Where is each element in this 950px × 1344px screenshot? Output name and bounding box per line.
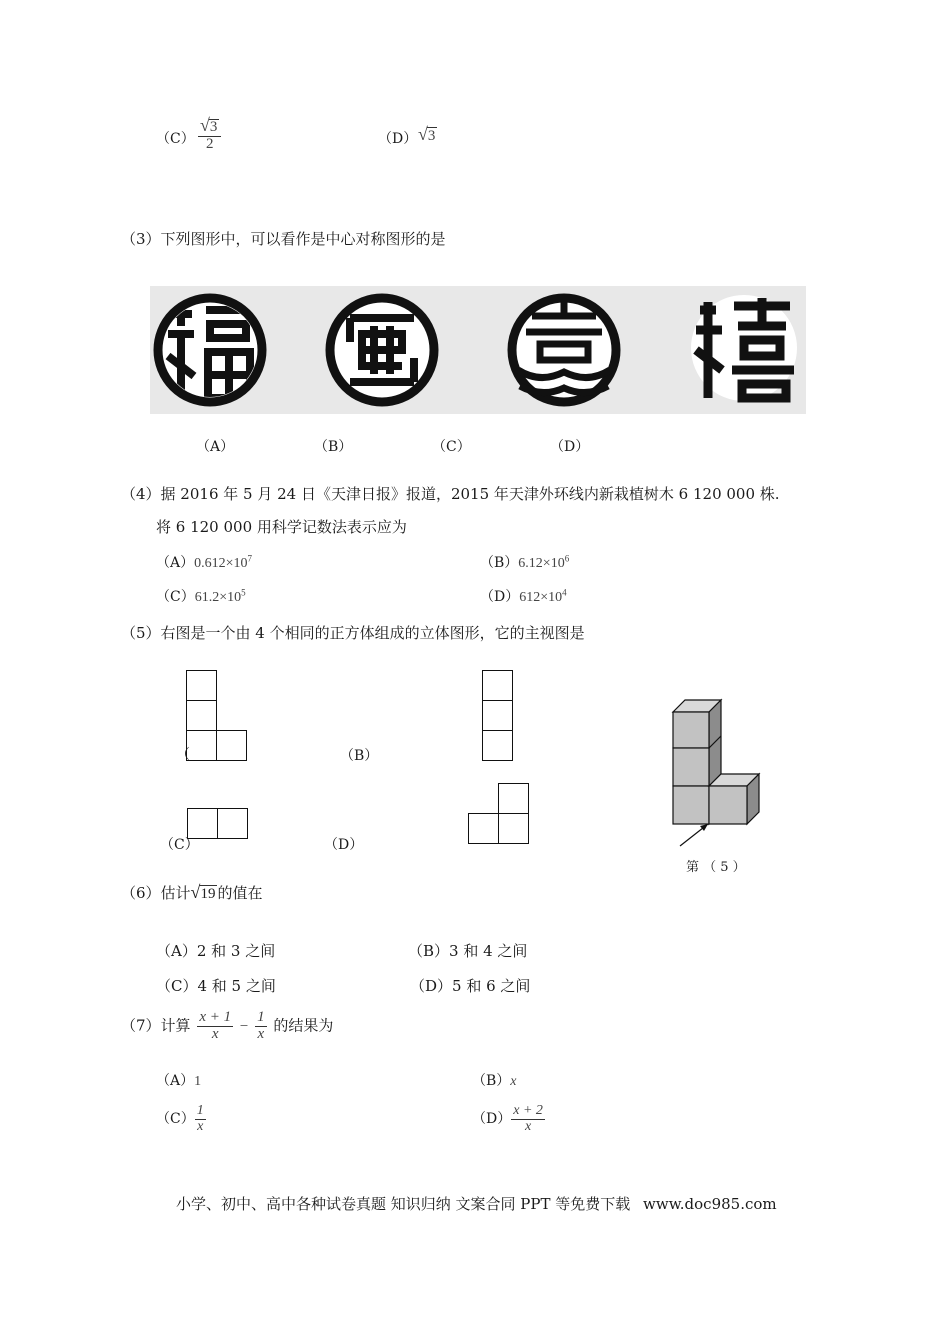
q7-c-denominator: x	[197, 1118, 204, 1134]
q5-figure-caption: 第 （ 5 ）	[686, 860, 746, 875]
q4-a-times: ×10	[225, 556, 248, 571]
q3-label-a: （A）	[196, 439, 235, 455]
q4-a-label: （A）	[156, 555, 195, 571]
q2-d-radicand: 3	[427, 128, 436, 144]
q7-option-a	[156, 1070, 201, 1090]
q4-d-label: （D）	[480, 589, 520, 605]
q5-a-square	[186, 730, 217, 761]
q4-d-times: ×10	[540, 590, 563, 605]
q4-stem-line2: 将 6 120 000 用科学记数法表示应为	[156, 518, 407, 536]
q7-option-c	[156, 1104, 206, 1134]
q4-c-mantissa: 61.2	[194, 590, 220, 605]
q2-option-c-fraction: $\frac{√3}{2}$	[198, 116, 221, 153]
q5-d-square	[498, 783, 529, 814]
seal-xi-icon	[691, 295, 797, 401]
seal-shou-icon	[512, 298, 616, 402]
q5-b-square	[482, 730, 513, 761]
q4-c-times: ×10	[219, 590, 242, 605]
q4-d-mantissa: 612	[519, 590, 541, 605]
seal-lu-icon	[330, 298, 434, 402]
q4-b-times: ×10	[542, 556, 565, 571]
q5-d-square	[498, 813, 529, 844]
q7-minus: −	[239, 1018, 249, 1035]
q7-option-b	[472, 1070, 517, 1090]
q4-c-exponent: 5	[241, 587, 246, 598]
q5-b-square	[482, 670, 513, 701]
q4-stem-line1: （4）据 2016 年 5 月 24 日《天津日报》报道，2015 年天津外环线内新栽植树木 6 120 000 株.	[121, 485, 780, 503]
q4-b-exponent: 6	[564, 553, 570, 564]
q5-a-square	[186, 700, 217, 731]
q7-a-value: 1	[194, 1074, 202, 1089]
q7-f2-numerator: 1	[257, 1009, 265, 1025]
seal-fu-icon	[158, 298, 262, 406]
q6-option-d: （D）5 和 6 之间	[410, 977, 531, 995]
q4-b-mantissa: 6.12	[518, 556, 543, 571]
q7-suffix: 的结果为	[273, 1016, 334, 1035]
q4-c-label: （C）	[156, 589, 195, 605]
q5-b-label: （B）	[340, 748, 379, 764]
q5-b-square	[482, 700, 513, 731]
q3-stem: （3）下列图形中，可以看作是中心对称图形的是	[121, 230, 446, 248]
q7-f2-denominator: x	[257, 1025, 265, 1042]
q5-a-square	[186, 670, 217, 701]
q5-stem: （5）右图是一个由 4 个相同的正方体组成的立体图形，它的主视图是	[121, 624, 585, 642]
q5-solid-figure	[660, 696, 770, 856]
q7-f1-denominator: x	[211, 1025, 219, 1042]
q4-option-a	[156, 552, 252, 572]
q6-suffix: 的值在	[217, 884, 263, 902]
q6-prefix: （6）估计	[121, 884, 191, 902]
q7-b-label: （B）	[472, 1073, 511, 1089]
q2-c-denominator: 2	[205, 135, 214, 152]
q6-option-b: （B）3 和 4 之间	[408, 942, 528, 960]
q5-c-label: （C）	[160, 837, 199, 853]
q5-a-label: （	[176, 747, 190, 763]
q5-c-square	[217, 808, 248, 839]
q4-option-c	[156, 586, 246, 606]
q2-option-c-label: （C）	[156, 131, 195, 147]
q7-stem	[121, 1010, 333, 1043]
q5-d-label: （D）	[324, 837, 364, 853]
q5-a-square	[216, 730, 247, 761]
q6-radicand: 19	[200, 886, 216, 902]
footer-url[interactable]: www.doc985.com	[643, 1195, 777, 1213]
q4-option-b	[480, 552, 569, 572]
q7-d-denominator: x	[524, 1118, 532, 1134]
q5-d-square	[468, 813, 499, 844]
q7-f1-numerator: x + 1	[199, 1009, 232, 1025]
q7-b-value: x	[510, 1074, 517, 1089]
q3-label-d: （D）	[550, 439, 590, 455]
q6-option-c: （C）4 和 5 之间	[156, 977, 276, 995]
q7-option-d	[472, 1104, 545, 1134]
q7-a-label: （A）	[156, 1073, 195, 1089]
q3-seal-image-strip	[150, 286, 806, 414]
q4-d-exponent: 4	[562, 587, 567, 598]
q7-c-label: （C）	[156, 1111, 195, 1128]
q3-label-b: （B）	[314, 439, 353, 455]
q7-d-label: （D）	[472, 1111, 512, 1128]
q2-option-d-value: √3	[418, 124, 436, 144]
q2-option-d-label: （D）	[378, 131, 418, 147]
q3-label-c: （C）	[432, 439, 471, 455]
q7-prefix: （7）计算	[121, 1016, 191, 1035]
q4-option-d	[480, 586, 567, 606]
q2-c-numerator: 3	[209, 119, 218, 135]
q4-b-label: （B）	[480, 555, 519, 571]
q7-d-numerator: x + 2	[513, 1103, 543, 1118]
footer-text: 小学、初中、高中各种试卷真题 知识归纳 文案合同 PPT 等免费下载	[176, 1195, 631, 1213]
page-footer	[176, 1193, 777, 1214]
q7-c-numerator: 1	[196, 1103, 204, 1118]
q6-option-a: （A）2 和 3 之间	[156, 942, 276, 960]
q4-a-exponent: 7	[247, 553, 253, 564]
q6-stem: （6）估计√19 的值在	[121, 882, 263, 902]
q4-a-mantissa: 0.612	[194, 556, 226, 571]
